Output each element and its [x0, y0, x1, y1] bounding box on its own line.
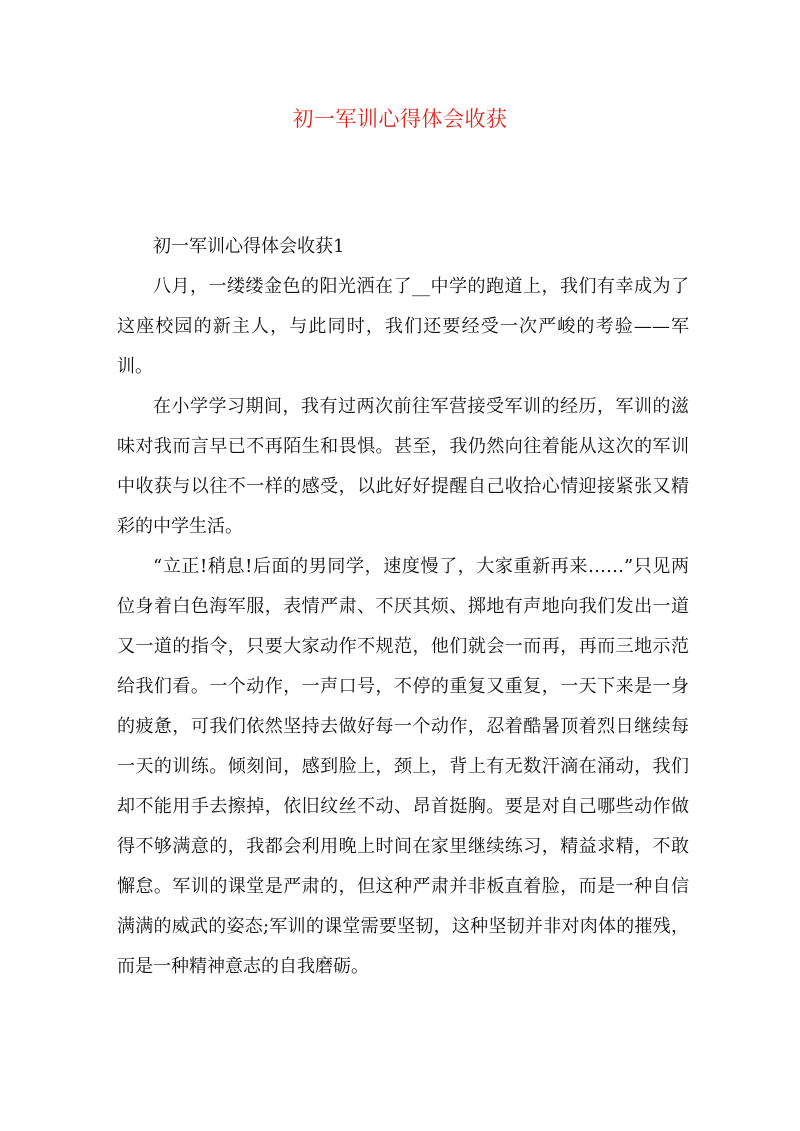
- section-heading: 初一军训心得体会收获1: [153, 236, 345, 257]
- document-body: [117, 227, 689, 987]
- paragraph-3: “立正!稍息!后面的男同学，速度慢了，大家重新再来……”只见两位身着白色海军服，表情严肃、不厌其烦、掷地有声地向我们发出一道又一道的指令，只要大家动作不规范，他们就会一而再，再而三地示范给我们看。一个动作，一声口号，不停的重复又重复，一天下来是一身的疲惫，可我们依然坚持去做好每一个动作，忍着酷暑顶着烈日继续每一天的训练。倾刻间，感到脸上，颈上，背上有无数汗滴在涌动，我们却不能用手去擦掉，依旧纹丝不动、昂首挺胸。要是对自己哪些动作做得不够满意的，我都会利用晚上时间在家里继续练习，精益求精，不敢懈怠。军训的课堂是严肃的，但这种严肃并非板直着脸，而是一种自信满满的威武的姿态;军训的课堂需要坚韧，这种坚韧并非对肉体的摧残，而是一种精神意志的自我磨砺。: [117, 556, 689, 977]
- paragraph-1: 八月，一缕缕金色的阳光洒在了__中学的跑道上，我们有幸成为了这座校园的新主人，与此同时，我们还要经受一次严峻的考验——军训。: [117, 276, 689, 377]
- paragraph-2: 在小学学习期间，我有过两次前往军营接受军训的经历，军训的滋味对我而言早已不再陌生和畏惧。甚至，我仍然向往着能从这次的军训中收获与以往不一样的感受，以此好好提醒自己收拾心情迎接紧张又精彩的中学生活。: [117, 396, 689, 537]
- document-title: 初一军训心得体会收获: [292, 107, 508, 131]
